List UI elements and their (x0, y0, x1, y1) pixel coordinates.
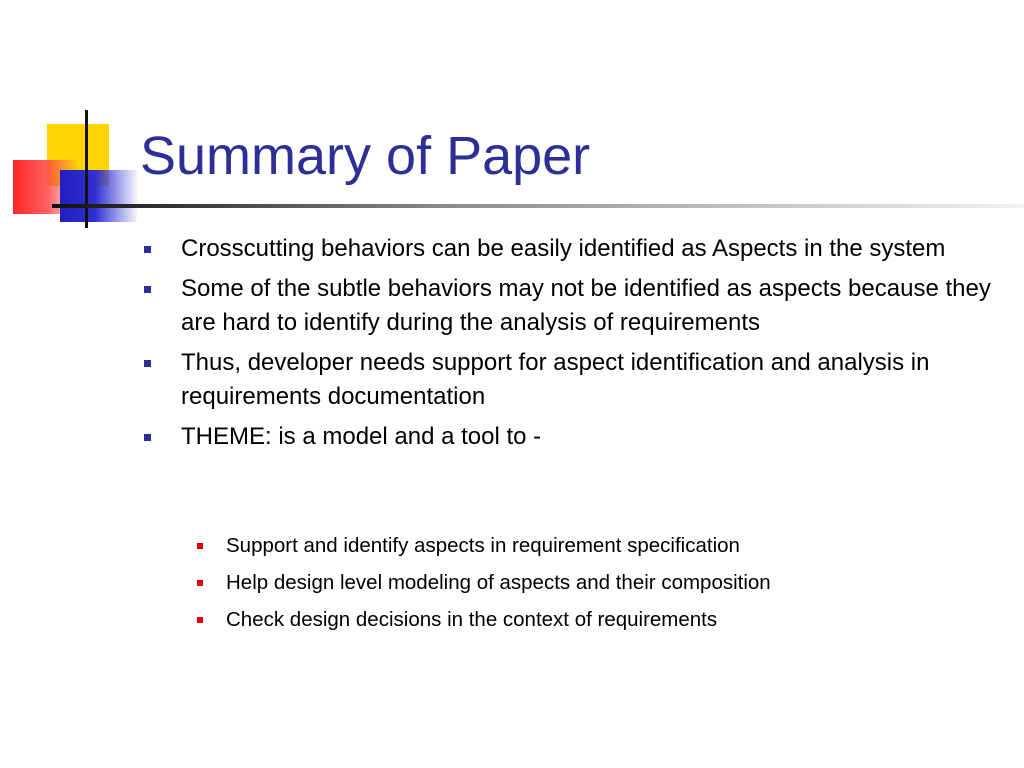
sub-bullet-item (226, 568, 1006, 598)
bullet-list (140, 232, 1000, 454)
slide-content (140, 232, 1000, 460)
bullet-item (140, 272, 1000, 340)
sub-bullet-text: Help design level modeling of aspects and their composition (226, 571, 771, 594)
square-bullet-icon (144, 360, 151, 367)
title-underline-rule (52, 204, 1024, 208)
logo-vertical-line (85, 110, 88, 228)
bullet-item (140, 346, 1000, 414)
slide-title: Summary of Paper (140, 126, 591, 186)
bullet-item (140, 420, 1000, 454)
square-bullet-icon (144, 246, 151, 253)
bullet-text: Thus, developer needs support for aspect identification and analysis in requirements documentation (181, 349, 930, 410)
sub-bullet-item (226, 605, 1006, 635)
sub-bullet-text: Support and identify aspects in requirement specification (226, 534, 740, 557)
square-bullet-icon (197, 580, 203, 586)
bullet-item (140, 232, 1000, 266)
logo-blue-square (60, 170, 138, 222)
square-bullet-icon (144, 286, 151, 293)
sub-bullet-text: Check design decisions in the context of requirements (226, 608, 718, 631)
square-bullet-icon (144, 434, 151, 441)
sub-bullet-item (226, 531, 1006, 561)
bullet-text: THEME: is a model and a tool to - (181, 423, 542, 450)
square-bullet-icon (197, 543, 203, 549)
bullet-text: Some of the subtle behaviors may not be identified as aspects because they are hard to identify during the analysis of requirements (181, 275, 991, 336)
bullet-text: Crosscutting behaviors can be easily identified as Aspects in the system (181, 235, 946, 262)
square-bullet-icon (197, 617, 203, 623)
sub-bullet-list (226, 531, 1006, 642)
